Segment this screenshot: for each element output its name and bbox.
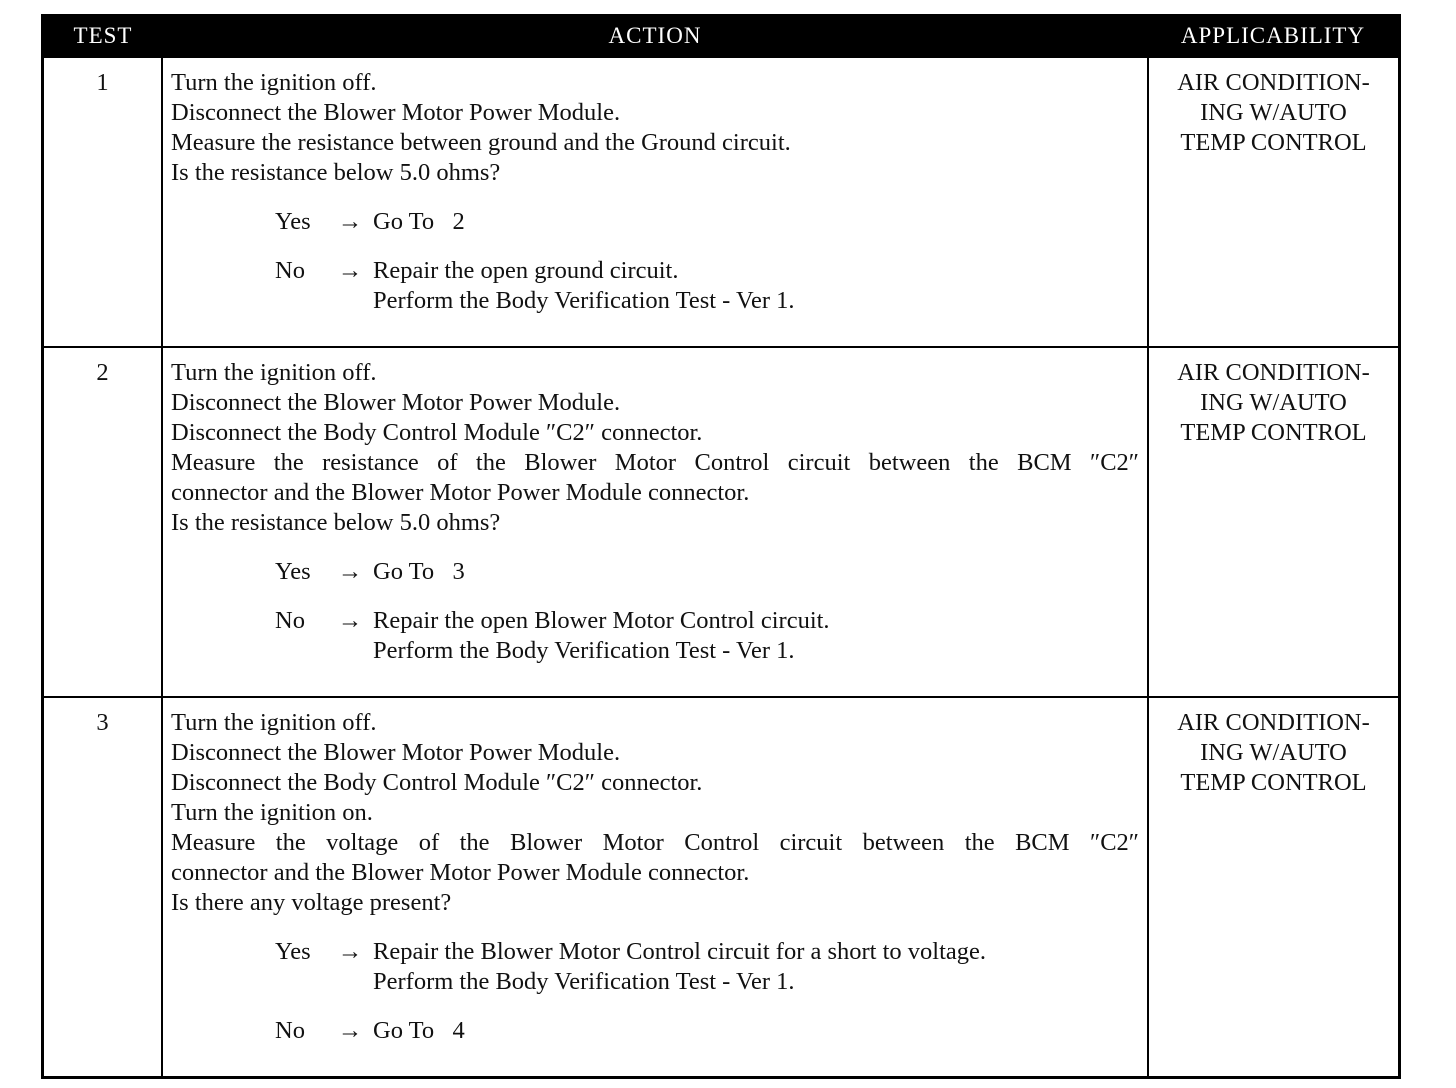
arrow-right-icon: → (337, 257, 363, 284)
action-cell (162, 697, 1148, 1076)
step-line: Disconnect the Blower Motor Power Module. (171, 739, 621, 766)
test-number: 3 (44, 697, 162, 1076)
outcome-line: Repair the open Blower Motor Control circuit. (373, 607, 830, 634)
applicability-line: TEMP CONTROL (1180, 129, 1367, 156)
outcome-text (373, 256, 1139, 316)
applicability-line: TEMP CONTROL (1180, 769, 1367, 796)
test-number: 1 (44, 57, 162, 348)
applicability-line: AIR CONDITION- (1177, 359, 1370, 386)
header-test: TEST (44, 17, 162, 57)
no-outcome (275, 606, 1139, 666)
applicability-cell (1148, 697, 1398, 1076)
step-line: Measure the resistance between ground and the Ground circuit. (171, 129, 791, 156)
applicability-line: ING W/AUTO (1200, 389, 1347, 416)
no-label: No (275, 257, 305, 284)
step-line: Disconnect the Body Control Module ″C2″ connector. (171, 769, 703, 796)
outcome-text (373, 937, 1139, 997)
header-row (44, 17, 1398, 57)
no-outcome (275, 1016, 1139, 1046)
action-steps (171, 358, 1139, 538)
header-action: ACTION (162, 17, 1148, 57)
action-cell (162, 347, 1148, 697)
applicability-line: AIR CONDITION- (1177, 69, 1370, 96)
applicability-cell (1148, 57, 1398, 348)
step-line: Disconnect the Body Control Module ″C2″ connector. (171, 419, 703, 446)
step-line: Turn the ignition off. (171, 69, 377, 96)
yes-outcome (275, 207, 1139, 237)
outcome-line: Perform the Body Verification Test - Ver 1. (373, 968, 795, 995)
test-number: 2 (44, 347, 162, 697)
yes-label: Yes (275, 938, 311, 965)
yes-outcome (275, 557, 1139, 587)
applicability-line: ING W/AUTO (1200, 99, 1347, 126)
step-line: Is there any voltage present? (171, 889, 452, 916)
arrow-right-icon: → (337, 558, 363, 585)
applicability-cell (1148, 347, 1398, 697)
action-cell (162, 57, 1148, 348)
action-steps (171, 68, 1139, 188)
header-applicability: APPLICABILITY (1148, 17, 1398, 57)
arrow-right-icon: → (337, 1017, 363, 1044)
arrow-right-icon: → (337, 938, 363, 965)
step-line: connector and the Blower Motor Power Module connector. (171, 479, 750, 506)
step-line: Disconnect the Blower Motor Power Module. (171, 99, 621, 126)
step-line: Is the resistance below 5.0 ohms? (171, 509, 501, 536)
diagnostic-table (41, 14, 1401, 1079)
yes-label: Yes (275, 558, 311, 585)
applicability-line: AIR CONDITION- (1177, 709, 1370, 736)
step-line: Turn the ignition on. (171, 799, 373, 826)
outcome-line: Repair the open ground circuit. (373, 257, 679, 284)
outcome-text (373, 606, 1139, 666)
arrow-right-icon: → (337, 607, 363, 634)
outcome-text (373, 207, 1139, 237)
outcome-line: Perform the Body Verification Test - Ver 1. (373, 637, 795, 664)
outcome-text (373, 1016, 1139, 1046)
step-line: Disconnect the Blower Motor Power Module. (171, 389, 621, 416)
yes-label: Yes (275, 208, 311, 235)
table-row (44, 347, 1398, 697)
applicability-line: ING W/AUTO (1200, 739, 1347, 766)
no-label: No (275, 607, 305, 634)
outcome-text (373, 557, 1139, 587)
outcome-line: Go To 3 (373, 558, 465, 585)
step-line: Measure the voltage of the Blower Motor Control circuit between the BCM ″C2″ (171, 829, 1139, 856)
step-line: Turn the ignition off. (171, 359, 377, 386)
no-label: No (275, 1017, 305, 1044)
yes-outcome (275, 937, 1139, 997)
table-row (44, 57, 1398, 348)
action-steps (171, 708, 1139, 918)
arrow-right-icon: → (337, 208, 363, 235)
outcome-line: Go To 2 (373, 208, 465, 235)
step-line: Turn the ignition off. (171, 709, 377, 736)
outcome-line: Repair the Blower Motor Control circuit for a short to voltage. (373, 938, 987, 965)
outcome-line: Perform the Body Verification Test - Ver 1. (373, 287, 795, 314)
outcome-line: Go To 4 (373, 1017, 465, 1044)
step-line: connector and the Blower Motor Power Module connector. (171, 859, 750, 886)
step-line: Is the resistance below 5.0 ohms? (171, 159, 501, 186)
table-row (44, 697, 1398, 1076)
applicability-line: TEMP CONTROL (1180, 419, 1367, 446)
step-line: Measure the resistance of the Blower Motor Control circuit between the BCM ″C2″ (171, 449, 1139, 476)
no-outcome (275, 256, 1139, 316)
